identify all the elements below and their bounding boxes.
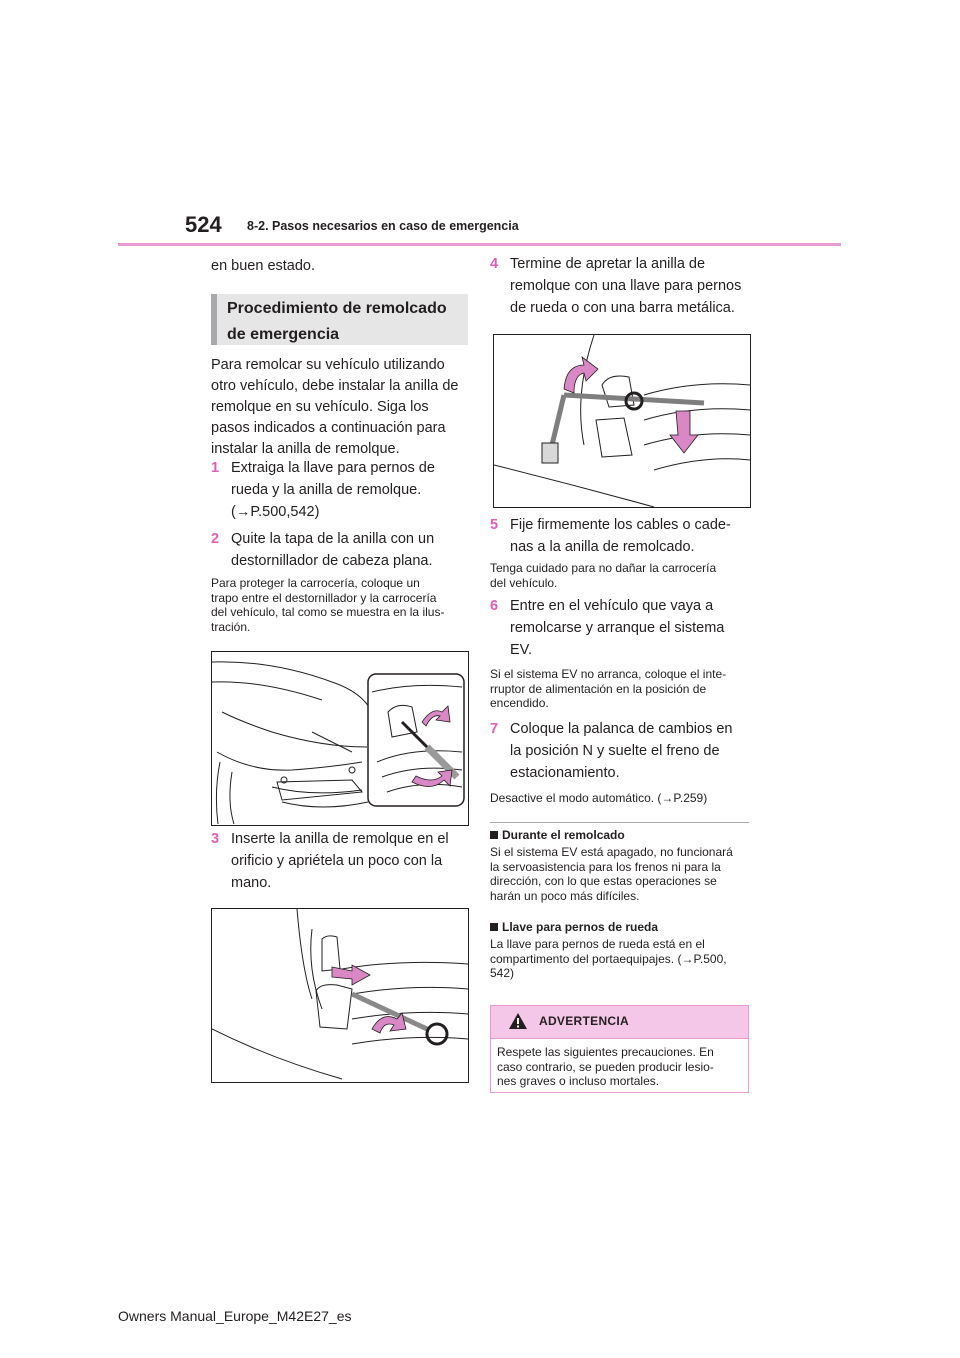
- figure-tighten-eyelet: [493, 334, 751, 508]
- square-bullet-icon: [490, 831, 498, 839]
- step-number: 2: [211, 531, 220, 547]
- note-line: Si el sistema EV está apagado, no funcionará: [490, 845, 733, 859]
- note-line: Tenga cuidado para no dañar la carrocería: [490, 561, 717, 575]
- warning-line: Respete las siguientes precauciones. En: [497, 1045, 714, 1059]
- note-line: del vehículo.: [490, 575, 558, 590]
- step-1: [211, 457, 476, 523]
- step-line: rueda y la anilla de remolque.: [231, 482, 422, 498]
- step-line: Entre en el vehículo que vaya a: [510, 598, 714, 614]
- step-line: remolcarse y arranque el sistema: [510, 620, 725, 636]
- step-line: la posición N y suelte el freno de: [510, 743, 720, 759]
- note-wheel-wrench: [490, 920, 755, 981]
- square-bullet-icon: [490, 923, 498, 931]
- step-line: de rueda o con una barra metálica.: [510, 300, 735, 316]
- paragraph-line: pasos indicados a continuación para: [211, 420, 446, 436]
- page-number: 524: [185, 212, 222, 237]
- arrow-icon: [564, 357, 598, 393]
- step-line: nas a la anilla de remolcado.: [510, 539, 695, 555]
- note-line: Para proteger la carrocería, coloque un: [211, 576, 420, 590]
- step-line: mano.: [231, 875, 272, 891]
- note-line: 542): [490, 966, 515, 980]
- step-line: remolque con una llave para pernos: [510, 278, 742, 294]
- note-line: harán un poco más difíciles.: [490, 888, 640, 903]
- footer-text: Owners Manual_Europe_M42E27_es: [118, 1308, 352, 1324]
- step-line: EV.: [510, 642, 533, 658]
- step-number: 4: [490, 256, 499, 272]
- procedure-heading: [211, 294, 468, 345]
- warning-title: ADVERTENCIA: [539, 1014, 629, 1028]
- step-line: Coloque la palanca de cambios en: [510, 721, 733, 737]
- intro-paragraph: [211, 355, 476, 460]
- figure-remove-cap: [211, 651, 469, 826]
- step-line: orificio y apriételа un poco con la: [231, 853, 443, 869]
- step-7: [490, 718, 755, 784]
- illustration-tighten-eyelet: [494, 335, 750, 507]
- paragraph-line: instalar la anilla de remolque.: [211, 441, 400, 457]
- note-line: compartimento del portaequipajes. (→P.500,: [490, 951, 727, 966]
- divider: [490, 822, 749, 823]
- step-2-note: [211, 576, 476, 634]
- step-line: estacionamiento.: [510, 765, 620, 781]
- step-line: Fije firmemente los cables o cade-: [510, 517, 731, 533]
- step-4: [490, 253, 755, 319]
- step-number: 6: [490, 598, 499, 614]
- step-number: 7: [490, 721, 499, 737]
- section-title: 8-2. Pasos necesarios en caso de emergencia: [247, 219, 519, 233]
- warning-box: [490, 1005, 749, 1093]
- step-line: (→P.500,542): [231, 504, 320, 520]
- step-6-note: [490, 667, 755, 711]
- step-2: [211, 528, 476, 572]
- step-number: 1: [211, 460, 220, 476]
- procedure-heading-line: de emergencia: [227, 326, 340, 343]
- paragraph-line: remolque en su vehículo. Siga los: [211, 399, 429, 415]
- warning-line: caso contrario, se pueden producir lesio-: [497, 1059, 714, 1074]
- note-title: Durante el remolcado: [502, 828, 625, 842]
- step-number: 3: [211, 831, 220, 847]
- paragraph-line: otro vehículo, debe instalar la anilla de: [211, 378, 459, 394]
- note-line: La llave para pernos de rueda está en el: [490, 937, 705, 951]
- step-line: destornillador de cabeza plana.: [231, 553, 433, 569]
- note-line: tración.: [211, 619, 251, 634]
- procedure-heading-line: Procedimiento de remolcado: [227, 300, 447, 317]
- header-rule: [118, 243, 841, 246]
- note-line: Si el sistema EV no arranca, coloque el inte-: [490, 667, 727, 681]
- step-7-note: Desactive el modo automático. (→P.259): [490, 791, 708, 805]
- illustration-insert-eyelet: [212, 909, 468, 1082]
- step-line: Termine de apretar la anilla de: [510, 256, 706, 272]
- step-5-note: [490, 561, 755, 590]
- note-title: Llave para pernos de rueda: [502, 920, 659, 934]
- paragraph-line: Para remolcar su vehículo utilizando: [211, 357, 445, 373]
- step-line: Quite la tapa de la anilla con un: [231, 531, 435, 547]
- arrow-icon: [670, 411, 698, 453]
- note-line: dirección, con lo que estas operaciones se: [490, 874, 717, 888]
- step-6: [490, 595, 755, 661]
- step-3: [211, 828, 476, 894]
- note-towing: [490, 828, 755, 903]
- note-line: rruptor de alimentación en la posición de: [490, 681, 707, 696]
- warning-header: [491, 1006, 748, 1039]
- step-number: 5: [490, 517, 499, 533]
- arrow-icon: [372, 1013, 406, 1033]
- illustration-car-front: [212, 652, 468, 825]
- step-5: [490, 514, 755, 558]
- step-line: Inserte la anilla de remolque en el: [231, 831, 449, 847]
- step-line: Extraiga la llave para pernos de: [231, 460, 435, 476]
- note-line: la servoasistencia para los frenos ni para la: [490, 859, 721, 874]
- note-line: encendido.: [490, 696, 549, 710]
- intro-text: en buen estado.: [211, 258, 316, 274]
- warning-line: nes graves o incluso mortales.: [497, 1074, 660, 1088]
- note-line: del vehículo, tal como se muestra en la ilus-: [211, 605, 445, 619]
- warning-triangle-icon: [508, 1012, 528, 1030]
- figure-insert-eyelet: [211, 908, 469, 1083]
- note-line: trapo entre el destornillador y la carrocería: [211, 590, 437, 605]
- detail-inset: [368, 674, 464, 806]
